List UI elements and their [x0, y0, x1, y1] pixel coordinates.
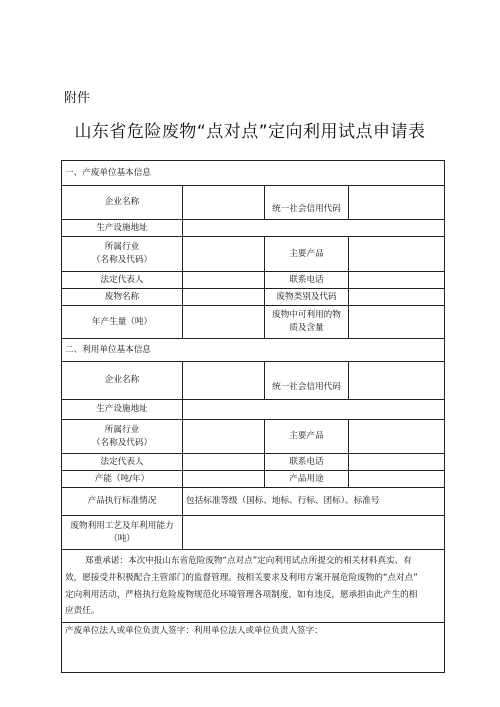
- s2-capacity-label: 产能（吨/年）: [62, 471, 183, 488]
- s2-facility-address-label: 生产设施地址: [62, 400, 183, 420]
- s2-legal-rep-label: 法定代表人: [62, 454, 183, 471]
- s1-facility-address-field[interactable]: [183, 220, 445, 237]
- s2-company-name-label: 企业名称: [62, 362, 183, 400]
- s1-waste-name-label: 废物名称: [62, 289, 183, 306]
- s2-industry-label: [62, 420, 183, 454]
- s2-industry-label-line2: （名称及代码）: [91, 437, 153, 448]
- s2-industry-label-line1: 所属行业: [104, 424, 140, 435]
- s1-annual-output-field[interactable]: [183, 306, 265, 339]
- user-signature-label: 利用单位法人或单位负责人签字：: [193, 626, 323, 636]
- s1-legal-rep-label: 法定代表人: [62, 272, 183, 289]
- section2-header: 二、利用单位基本信息: [62, 339, 445, 362]
- declaration-line1: 郑重承诺：本次申报山东省危险废物“点对点”定向利用试点所提交的相关材料真实、有: [85, 556, 412, 566]
- s2-main-products-field[interactable]: [349, 420, 445, 454]
- s2-standard-label: 产品执行标准情况: [62, 488, 183, 516]
- s1-company-name-label: 企业名称: [62, 186, 183, 220]
- s2-process-label: [62, 516, 183, 550]
- s1-useful-content-label: [265, 306, 349, 339]
- s1-phone-field[interactable]: [349, 272, 445, 289]
- s2-main-products-label: 主要产品: [265, 420, 349, 454]
- s2-credit-code-field[interactable]: [349, 362, 445, 400]
- s2-phone-label: 联系电话: [265, 454, 349, 471]
- application-form-table: [61, 160, 445, 673]
- s2-company-name-field[interactable]: [183, 362, 265, 400]
- declaration-block: [62, 550, 445, 623]
- s2-standard-field[interactable]: 包括标准等级（国标、地标、行标、团标）、标准号: [183, 488, 445, 516]
- s2-facility-address-field[interactable]: [183, 400, 445, 420]
- s2-industry-field[interactable]: [183, 420, 265, 454]
- s1-legal-rep-field[interactable]: [183, 272, 265, 289]
- s1-industry-field[interactable]: [183, 237, 265, 272]
- s1-useful-content-line1: 废物中可利用的物: [272, 310, 341, 321]
- s1-industry-label-line1: 所属行业: [104, 242, 140, 253]
- signature-row[interactable]: [62, 623, 445, 673]
- s2-process-label-line1: 废物利用工艺及年利用能力: [70, 520, 174, 531]
- s1-company-name-field[interactable]: [183, 186, 265, 220]
- s2-phone-field[interactable]: [349, 454, 445, 471]
- s1-main-products-label: 主要产品: [265, 237, 349, 272]
- section1-header: 一、产废单位基本信息: [62, 161, 445, 186]
- page-title: 山东省危险废物“点对点”定向利用试点申请表: [74, 122, 426, 142]
- s1-annual-output-label: 年产生量（吨）: [62, 306, 183, 339]
- declaration-line4: 应责任。: [65, 606, 100, 617]
- s1-credit-code-label: 统一社会信用代码: [265, 186, 349, 220]
- s1-useful-content-field[interactable]: [349, 306, 445, 339]
- s1-waste-category-field[interactable]: [349, 289, 445, 306]
- s2-credit-code-label: 统一社会信用代码: [265, 362, 349, 400]
- s1-useful-content-line2: 质及含量: [289, 323, 324, 333]
- s1-facility-address-label: 生产设施地址: [62, 220, 183, 237]
- s2-capacity-field[interactable]: [183, 471, 265, 488]
- s2-legal-rep-field[interactable]: [183, 454, 265, 471]
- s1-industry-label-line2: （名称及代码）: [91, 255, 153, 265]
- s2-process-field[interactable]: [183, 516, 445, 550]
- s2-product-use-label: 产品用途: [265, 471, 349, 488]
- s1-phone-label: 联系电话: [265, 272, 349, 289]
- s1-industry-label: [62, 237, 183, 272]
- s1-credit-code-field[interactable]: [349, 186, 445, 220]
- s2-product-use-field[interactable]: [349, 471, 445, 488]
- s1-waste-name-field[interactable]: [183, 289, 265, 306]
- s2-process-label-line2: （吨）: [109, 533, 135, 544]
- s1-waste-category-label: 废物类别及代码: [265, 289, 349, 306]
- s1-main-products-field[interactable]: [349, 237, 445, 272]
- declaration-line3: 定向利用活动，严格执行危险废物规范化环境管理各项制度，如有违反，愿承担由此产生的相: [65, 589, 418, 600]
- attachment-label: 附件: [64, 91, 91, 106]
- declaration-line2: 效，愿接受并积极配合主管部门的监督管理。按相关要求及利用方案开展危险废物的“点对点”: [65, 572, 418, 583]
- producer-signature-label: 产废单位法人或单位负责人签字：: [65, 626, 194, 636]
